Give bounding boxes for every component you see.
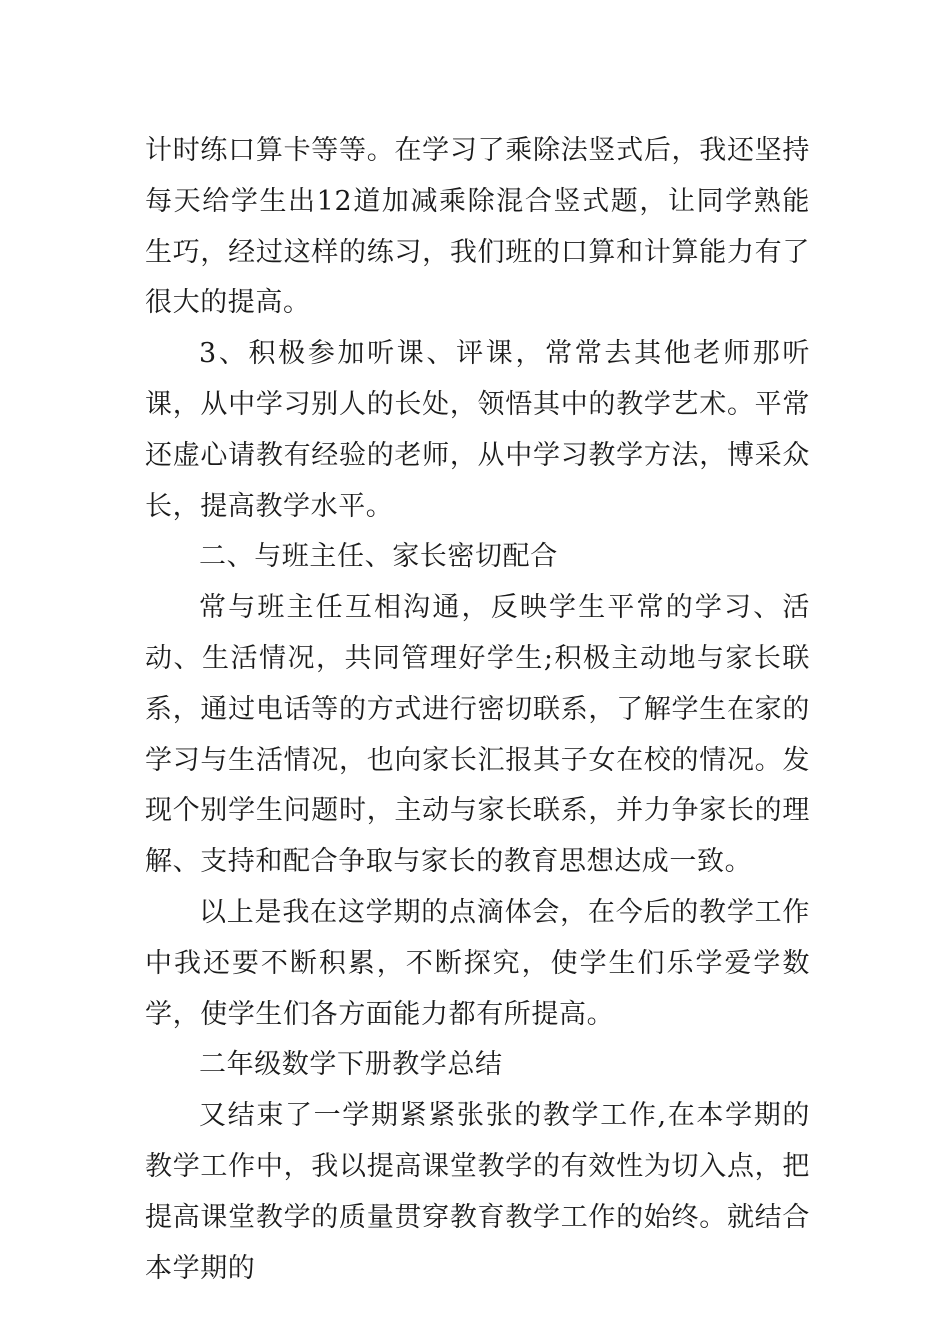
paragraph-intro: 又结束了一学期紧紧张张的教学工作,在本学期的教学工作中，我以提高课堂教学的有效性为切入点，把提高课堂教学的质量贯穿教育教学工作的始终。就结合本学期的 [145, 1100, 810, 1284]
document-subtitle: 二年级数学下册教学总结 [199, 1049, 503, 1081]
paragraph-continuation: 计时练口算卡等等。在学习了乘除法竖式后，我还坚持每天给学生出12道加减乘除混合竖式题，让同学熟能生巧，经过这样的练习，我们班的口算和计算能力有了很大的提高。 [145, 135, 810, 319]
document-body [145, 126, 810, 1294]
section-heading-2: 二、与班主任、家长密切配合 [199, 541, 558, 573]
paragraph-cooperation: 常与班主任互相沟通，反映学生平常的学习、活动、生活情况，共同管理好学生;积极主动地与家长联系，通过电话等的方式进行密切联系，了解学生在家的学习与生活情况，也向家长汇报其子女在校的情况。发现个别学生问题时，主动与家长联系，并力争家长的理解、支持和配合争取与家长的教育思想达成一致。 [145, 592, 810, 878]
paragraph-conclusion: 以上是我在这学期的点滴体会，在今后的教学工作中我还要不断积累，不断探究，使学生们乐学爱学数学，使学生们各方面能力都有所提高。 [145, 896, 810, 1030]
paragraph-item-3: 3、积极参加听课、评课，常常去其他老师那听课，从中学习别人的长处，领悟其中的教学艺术。平常还虚心请教有经验的老师，从中学习教学方法，博采众长，提高教学水平。 [145, 338, 810, 522]
